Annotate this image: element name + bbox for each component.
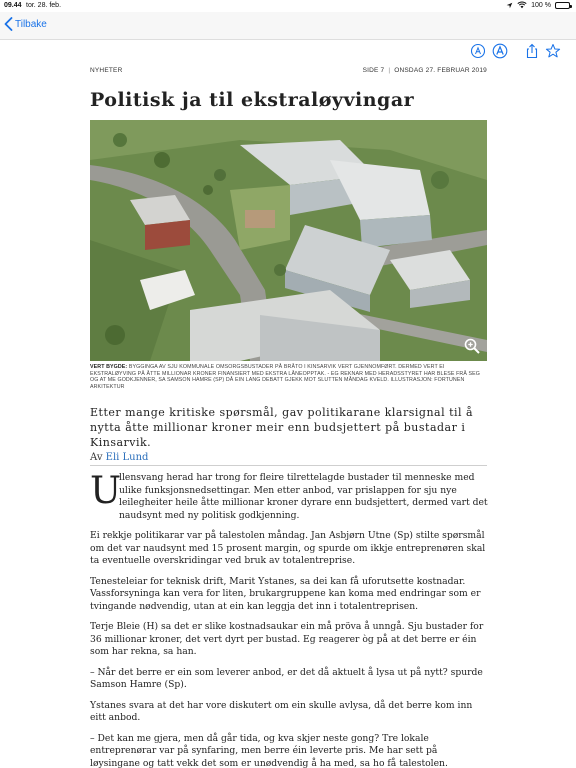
status-bar — [0, 0, 576, 12]
paragraph-text: llensvang herad har trong for fleire tilrettelagde bustader til menneske med ulike funksjonsnedsettingar. Men etter anbod, var prislappen for sju nye leilegheiter heile åtte millionar kroner dyrare enn budsjettert, dermed vart det naudsynt med ny politisk godkjenning. — [119, 472, 488, 521]
back-button[interactable] — [4, 17, 47, 31]
article-title: Politisk ja til ekstraløyvingar — [90, 89, 415, 111]
paragraph: Terje Bleie (H) sa det er slike kostnadsaukar ein må pröva å unngå. Sju bustader for 36 millionar kroner, det vert dyrt per bustad. Eg reagerer òg på at det berre er éin som har rekna, sa han. — [90, 621, 484, 657]
paragraph: Ei rekkje politikarar var på talestolen måndag. Jan Asbjørn Utne (Sp) stilte spørsmål om det var naudsynt med 15 prosent margin, og spurde om ikkje entreprenøren skal ta eventuelle overskridingar ved bruk av totalentreprise. — [90, 530, 486, 566]
article-lead: Etter mange kritiske spørsmål, gav politikarane klarsignal til å nytta åtte millionar kroner meir enn budsjettert på bustadar i Kinsarvik. — [90, 406, 474, 449]
caption-label: VERT BYGDE: — [90, 364, 128, 370]
article-body — [90, 469, 490, 768]
status-right — [506, 1, 570, 9]
reader-toolbar — [0, 40, 576, 62]
wifi-icon — [517, 1, 527, 9]
meta-separator: | — [388, 67, 391, 74]
back-label: Tilbake — [15, 18, 47, 30]
byline — [90, 452, 148, 463]
paragraph: – Det kan me gjera, men då går tida, og kva skjer neste gong? Tre lokale entreprenørar var på synfaring, men berre éin leverte pris. Me har sett på løysingane og tatt vekk det som er unødvendig å ha med, sa ho få talestolen. — [90, 732, 448, 768]
battery-percent: 100 % — [531, 1, 551, 9]
image-caption — [90, 364, 487, 390]
article-meta — [363, 67, 487, 74]
article-illustration[interactable] — [90, 120, 487, 361]
font-size-increase-icon[interactable] — [492, 43, 508, 59]
location-arrow-icon — [506, 2, 513, 9]
first-paragraph — [90, 469, 490, 522]
font-size-decrease-icon[interactable] — [470, 43, 486, 59]
navigation-bar — [0, 12, 576, 40]
chevron-left-icon — [4, 17, 13, 31]
byline-prefix: Av — [90, 452, 103, 463]
page-number: SIDE 7 — [362, 67, 385, 74]
battery-icon — [555, 2, 570, 9]
author-link[interactable]: Eli Lund — [105, 452, 149, 463]
status-date: tor. 28. feb. — [26, 2, 62, 9]
article-header — [90, 67, 487, 77]
status-time: 09.44 — [4, 2, 22, 9]
zoom-in-icon[interactable] — [463, 337, 481, 355]
caption-text: BYGGINGA AV SJU KOMMUNALE OMSORGSBUSTADER PÅ BRÅTO I KINSARVIK VERT GJENNOMFØRT. DERMED VERT EI EKSTRALØYVING PÅ ÅTTE MILLIONAR KRONER FINANSIERT MED EKSTRA LÅNEOPPTAK. - EG REKNAR MED HERADSSTYRET HAR BLESE FRÅ SEG OG AT ME GODKJENNER, SA SAMSON HAMRE (SP) DÅ EIN LANG DEBATT GJEKK MOT SLUTTEN MÅNDAG KVELD. ILLUSTRASJON: FORTUNEN ARKITEKTUR — [90, 364, 481, 390]
publication-date: ONSDAG 27. FEBRUAR 2019 — [394, 67, 487, 74]
paragraph: – Når det berre er ein som leverer anbod, er det då aktuelt å lysa ut på nytt? spurde Samson Hamre (Sp). — [90, 666, 483, 690]
paragraph: Tenesteleiar for teknisk drift, Marit Ystanes, sa dei kan få uforutsette kostnadar. Vassforsyninga kan vera for liten, brukargruppene kan koma med endringar som er tvingande nødvendig, utan at ein kan leggja det inn i totalentreprisen. — [90, 575, 481, 612]
star-icon[interactable] — [545, 43, 561, 59]
drop-cap: U — [90, 469, 122, 512]
byline-divider — [90, 465, 487, 466]
share-icon[interactable] — [524, 43, 540, 59]
paragraph: Ystanes svara at det har vore diskutert om ein skulle avlysa, då det berre kom inn eitt anbod. — [90, 699, 473, 723]
section-label: NYHETER — [90, 67, 123, 74]
